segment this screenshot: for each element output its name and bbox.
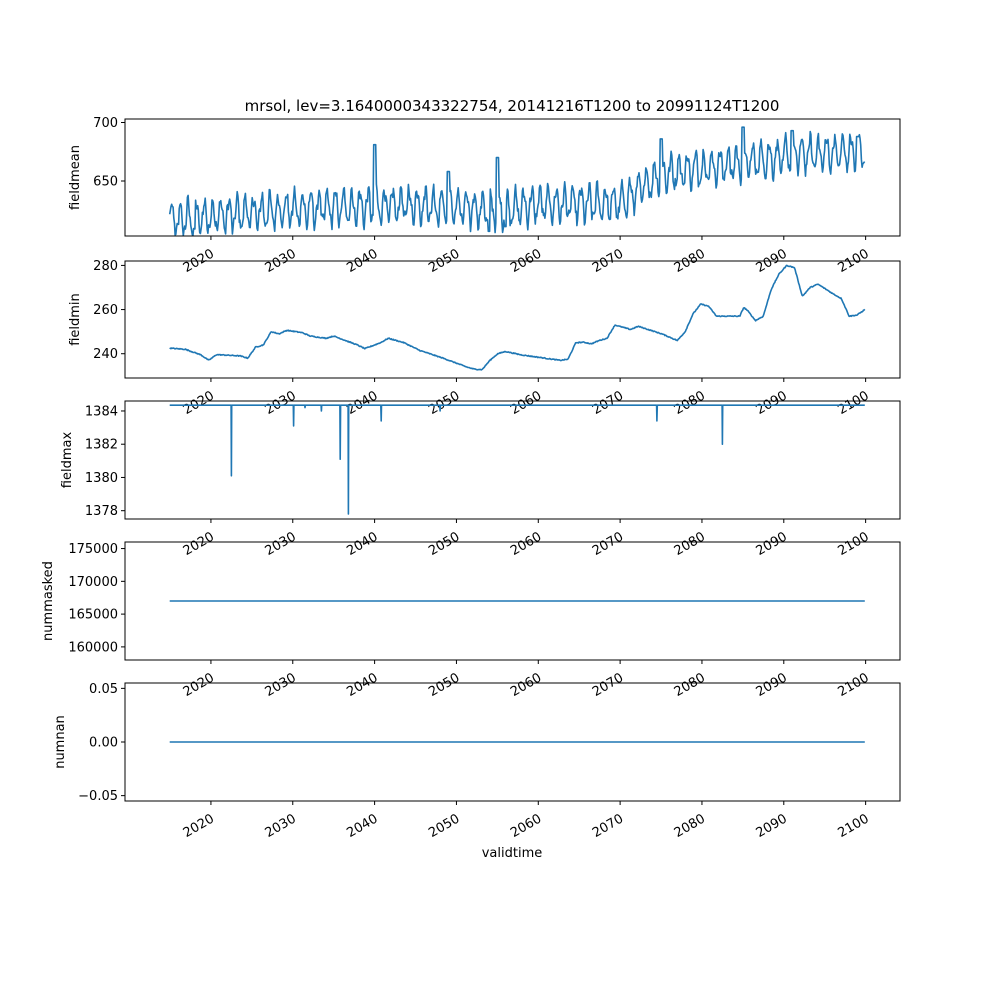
y-axis-label: nummasked: [41, 561, 56, 641]
y-tick-label: 280: [93, 258, 118, 274]
x-tick-label: 2020: [180, 811, 217, 842]
x-tick-label: 2030: [262, 670, 299, 701]
x-tick-label: 2060: [508, 246, 545, 277]
y-axis-label: numnan: [53, 715, 68, 769]
axes-frame: [125, 261, 900, 378]
x-tick-label: 2060: [508, 670, 545, 701]
axes-frame: [125, 401, 900, 519]
x-tick-label: 2060: [508, 811, 545, 842]
y-tick-label: 1384: [84, 404, 118, 420]
x-tick-label: 2030: [262, 529, 299, 560]
x-tick-label: 2070: [589, 529, 627, 560]
y-tick-label: 240: [93, 347, 118, 363]
x-tick-label: 2080: [671, 388, 708, 419]
x-tick-label: 2040: [344, 246, 381, 277]
x-tick-label: 2060: [508, 388, 545, 419]
y-tick-label: 0.00: [89, 735, 118, 751]
x-tick-label: 2040: [344, 529, 381, 560]
x-tick-label: 2020: [180, 529, 217, 560]
x-tick-label: 2030: [262, 246, 299, 277]
x-tick-label: 2070: [589, 811, 627, 842]
panel-fieldmean: [68, 116, 900, 276]
y-axis-label: fieldmin: [68, 293, 83, 346]
y-tick-label: 700: [93, 116, 118, 132]
series-line-fieldmax: [170, 405, 865, 514]
x-tick-label: 2090: [753, 529, 790, 560]
x-tick-label: 2080: [671, 246, 708, 277]
y-axis-label: fieldmean: [68, 145, 83, 210]
x-tick-label: 2040: [344, 811, 381, 842]
panel-fieldmin: [68, 259, 900, 418]
y-axis-label: fieldmax: [60, 431, 75, 489]
x-tick-label: 2070: [589, 246, 627, 277]
x-tick-label: 2100: [835, 670, 872, 701]
panels: [41, 116, 900, 841]
x-tick-label: 2080: [671, 670, 708, 701]
y-tick-label: 160000: [68, 640, 118, 656]
x-tick-label: 2050: [426, 246, 463, 277]
series-line-fieldmin: [170, 265, 865, 370]
x-tick-label: 2070: [589, 388, 627, 419]
y-tick-label: 1380: [84, 470, 118, 486]
x-tick-label: 2100: [835, 529, 872, 560]
x-tick-label: 2090: [753, 246, 790, 277]
x-tick-label: 2030: [262, 388, 299, 419]
y-tick-label: 170000: [68, 574, 118, 590]
x-tick-label: 2050: [426, 529, 463, 560]
x-tick-label: 2020: [180, 246, 217, 277]
x-tick-label: 2050: [426, 388, 463, 419]
chart-title: mrsol, lev=3.1640000343322754, 20141216T1200 to 20991124T1200: [244, 97, 780, 115]
x-axis-label: validtime: [481, 846, 543, 861]
x-tick-label: 2050: [426, 670, 463, 701]
y-tick-label: 165000: [68, 607, 118, 623]
x-tick-label: 2080: [671, 811, 708, 842]
x-tick-label: 2050: [426, 811, 463, 842]
y-tick-label: 0.05: [89, 681, 118, 697]
x-tick-label: 2100: [835, 811, 872, 842]
x-tick-label: 2090: [753, 670, 790, 701]
x-tick-label: 2070: [589, 670, 627, 701]
y-tick-label: 175000: [68, 542, 118, 558]
y-tick-label: −0.05: [78, 789, 118, 805]
series-line-fieldmean: [170, 127, 865, 236]
x-tick-label: 2090: [753, 811, 790, 842]
x-tick-label: 2080: [671, 529, 708, 560]
x-tick-label: 2060: [508, 529, 545, 560]
x-tick-label: 2100: [835, 388, 872, 419]
x-tick-label: 2030: [262, 811, 299, 842]
y-tick-label: 650: [93, 174, 118, 190]
x-tick-label: 2090: [753, 388, 790, 419]
x-tick-label: 2040: [344, 388, 381, 419]
x-tick-label: 2020: [180, 388, 217, 419]
x-tick-label: 2100: [835, 246, 872, 277]
panel-fieldmax: [60, 401, 900, 559]
y-tick-label: 1382: [84, 437, 118, 453]
x-tick-label: 2040: [344, 670, 381, 701]
x-tick-label: 2020: [180, 670, 217, 701]
panel-nummasked: [41, 542, 900, 700]
panel-numnan: [53, 682, 900, 841]
y-tick-label: 260: [93, 303, 118, 319]
y-tick-label: 1378: [84, 504, 118, 520]
